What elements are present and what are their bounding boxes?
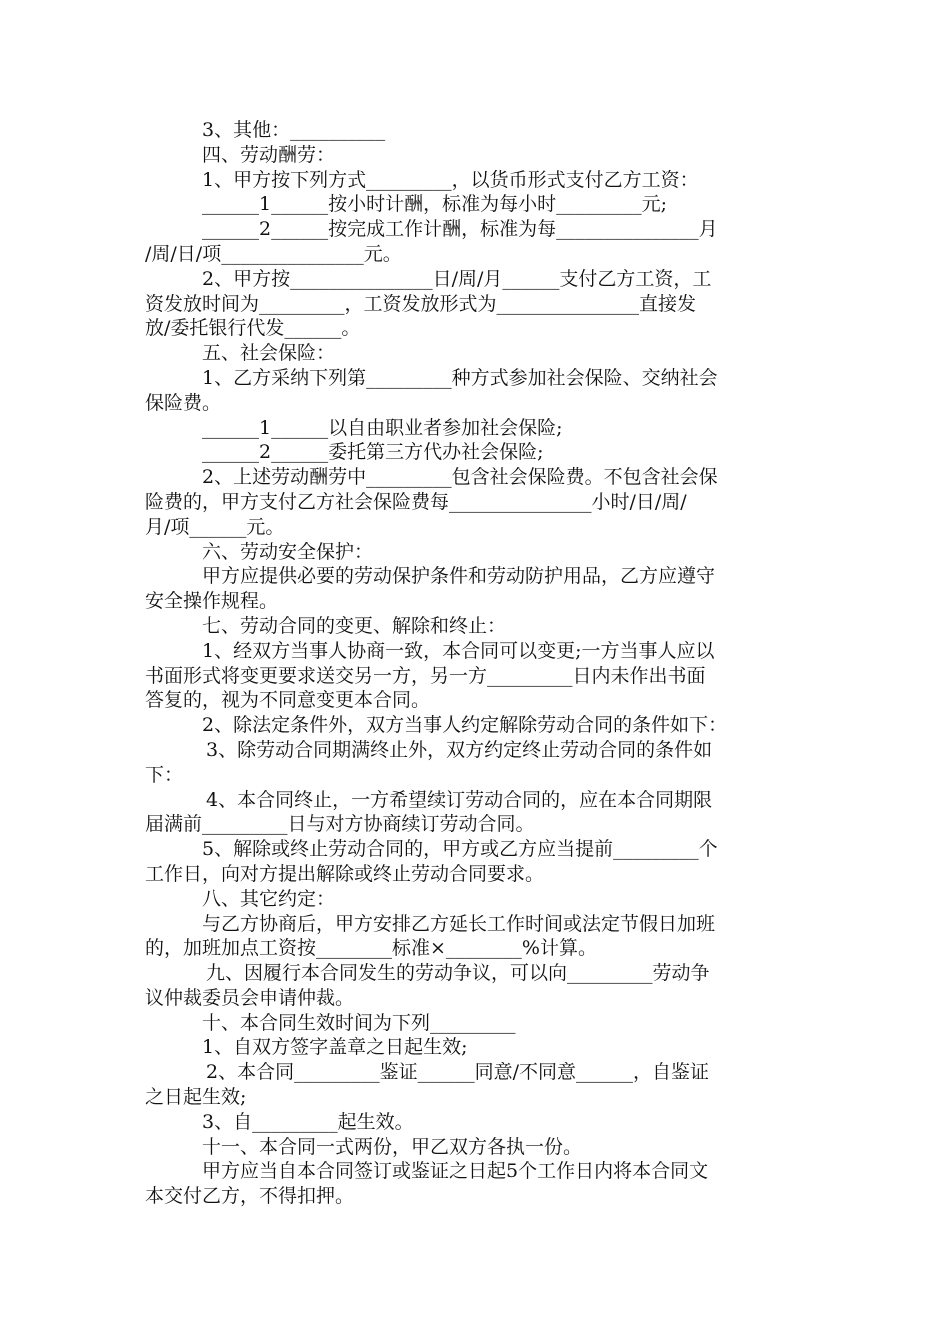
section-7-heading: 七、劳动合同的变更、解除和终止：	[202, 614, 507, 637]
clause-4-1-option-1: ______1______按小时计酬，标准为每小时_________元;	[202, 193, 667, 216]
clause-8-text: 与乙方协商后，甲方安排乙方延长工作时间或法定节假日加班	[202, 912, 716, 935]
clause-5-1-cont: 保险费。	[145, 391, 222, 414]
section-8-heading: 八、其它约定：	[202, 887, 336, 910]
clause-10-1: 1、自双方签字盖章之日起生效;	[202, 1036, 468, 1059]
section-11-heading: 十一、本合同一式两份，甲乙双方各执一份。	[202, 1135, 583, 1158]
clause-4-1-option-2: ______2______按完成工作计酬，标准为每_______________月	[202, 218, 718, 241]
clause-7-5-cont: 工作日，向对方提出解除或终止劳动合同要求。	[145, 862, 545, 885]
clause-7-3-cont: 下：	[145, 763, 184, 786]
clause-5-1-option-1: ______1______以自由职业者参加社会保险;	[202, 416, 563, 439]
document-page	[145, 118, 810, 1209]
clause-6-text: 甲方应提供必要的劳动保护条件和劳动防护用品，乙方应遵守	[202, 565, 716, 588]
clause-8-text-cont: 的，加班加点工资按________标准×________%计算。	[145, 937, 597, 960]
clause-6-text-cont: 安全操作规程。	[145, 590, 279, 613]
clause-7-4-cont: 届满前_________日与对方协商续订劳动合同。	[145, 813, 535, 836]
clause-11-text: 甲方应当自本合同签订或鉴证之日起5个工作日内将本合同文	[202, 1160, 709, 1183]
clause-7-3: 3、除劳动合同期满终止外，双方约定终止劳动合同的条件如	[206, 738, 713, 761]
clause-4-2: 2、甲方按_______________日/周/月______支付乙方工资，工	[202, 267, 712, 290]
clause-4-1-option-2-cont: /周/日/项_______________元。	[145, 242, 402, 265]
clause-10-3: 3、自_________起生效。	[202, 1110, 414, 1133]
clause-5-1: 1、乙方采纳下列第_________种方式参加社会保险、交纳社会	[202, 366, 718, 389]
clause-5-1-option-2: ______2______委托第三方代办社会保险;	[202, 441, 544, 464]
section-9-text-cont: 议仲裁委员会申请仲裁。	[145, 986, 355, 1009]
clause-7-5: 5、解除或终止劳动合同的，甲方或乙方应当提前_________个	[202, 838, 718, 861]
clause-3-other: 3、其他：__________	[202, 119, 386, 141]
clause-5-2-cont-2: 月/项______元。	[145, 515, 285, 538]
clause-4-2-cont-1: 资发放时间为_________，工资发放形式为_______________直接发	[145, 292, 697, 315]
clause-5-2-cont-1: 险费的，甲方支付乙方社会保险费每_______________小时/日/周/	[145, 490, 687, 513]
clause-7-2: 2、除法定条件外，双方当事人约定解除劳动合同的条件如下：	[202, 714, 728, 737]
clause-7-4: 4、本合同终止，一方希望续订劳动合同的，应在本合同期限	[206, 788, 713, 811]
section-9-text: 九、因履行本合同发生的劳动争议，可以向_________劳动争	[206, 962, 710, 985]
clause-7-1-cont-1: 书面形式将变更要求送交另一方，另一方_________日内未作出书面	[145, 664, 706, 687]
clause-10-2-cont: 之日起生效;	[145, 1086, 247, 1109]
clause-10-2: 2、本合同_________鉴证______同意/不同意______，自鉴证	[206, 1061, 709, 1084]
section-5-heading: 五、社会保险：	[202, 342, 336, 365]
clause-7-1-cont-2: 答复的，视为不同意变更本合同。	[145, 689, 431, 712]
section-4-heading: 四、劳动酬劳：	[202, 143, 336, 166]
clause-4-2-cont-2: 放/委托银行代发______。	[145, 317, 361, 340]
section-10-heading: 十、本合同生效时间为下列_________	[202, 1011, 516, 1034]
clause-7-1: 1、经双方当事人协商一致，本合同可以变更;一方当事人应以	[202, 639, 715, 662]
clause-4-1: 1、甲方按下列方式_________，以货币形式支付乙方工资：	[202, 168, 699, 191]
clause-5-2: 2、上述劳动酬劳中_________包含社会保险费。不包含社会保	[202, 466, 718, 489]
section-6-heading: 六、劳动安全保护：	[202, 540, 374, 563]
clause-11-text-cont: 本交付乙方，不得扣押。	[145, 1185, 355, 1208]
